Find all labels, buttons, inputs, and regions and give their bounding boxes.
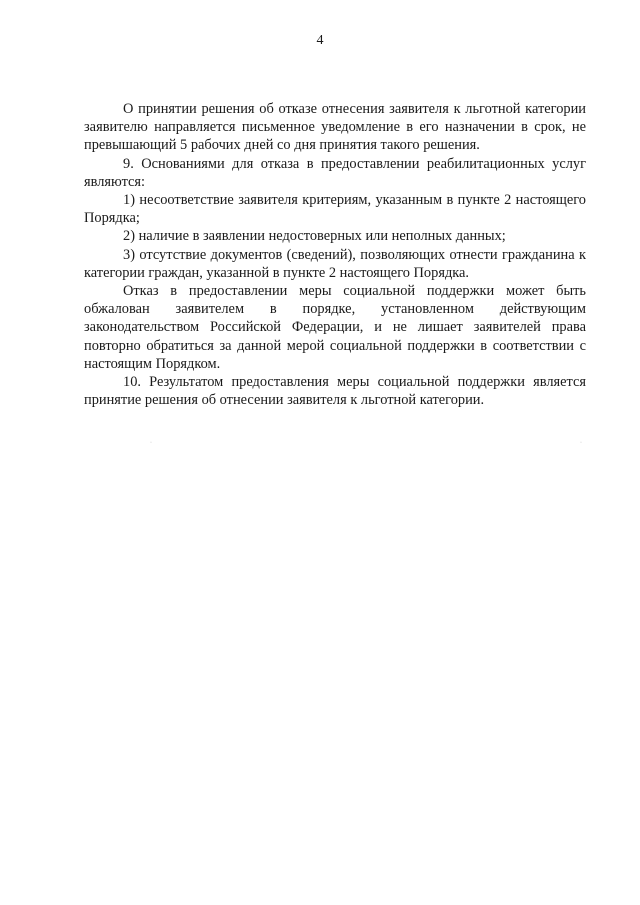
- scan-dot-right: ·: [580, 440, 582, 446]
- paragraph-item-10: 10. Результатом предоставления меры социальной поддержки является принятие решения об отнесении заявителя к льготной категории.: [84, 374, 586, 409]
- paragraph-item-9-3: 3) отсутствие документов (сведений), позволяющих отнести гражданина к категории граждан, указанной в пункте 2 настоящего Порядка.: [84, 246, 586, 281]
- document-body: [84, 100, 586, 409]
- scan-dot-left: ·: [150, 440, 152, 446]
- paragraph-item-9: 9. Основаниями для отказа в предоставлении реабилитационных услуг являются:: [84, 155, 586, 190]
- page-number: 4: [316, 33, 324, 48]
- paragraph-refusal-notice: О принятии решения об отказе отнесения заявителя к льготной категории заявителю направляется письменное уведомление в его назначении в срок, не превышающий 5 рабочих дней со дня принятия такого решения.: [84, 101, 586, 154]
- paragraph-item-9-1: 1) несоответствие заявителя критериям, указанным в пункте 2 настоящего Порядка;: [84, 192, 586, 227]
- paragraph-item-9-2: 2) наличие в заявлении недостоверных или неполных данных;: [123, 228, 506, 245]
- paragraph-appeal: Отказ в предоставлении меры социальной поддержки может быть обжалован заявителем в порядке, установленном действующим законодательством Российской Федерации, и не лишает заявителей права повторно обратиться за данной мерой социальной поддержки в соответствии с настоящим Порядком.: [84, 283, 586, 372]
